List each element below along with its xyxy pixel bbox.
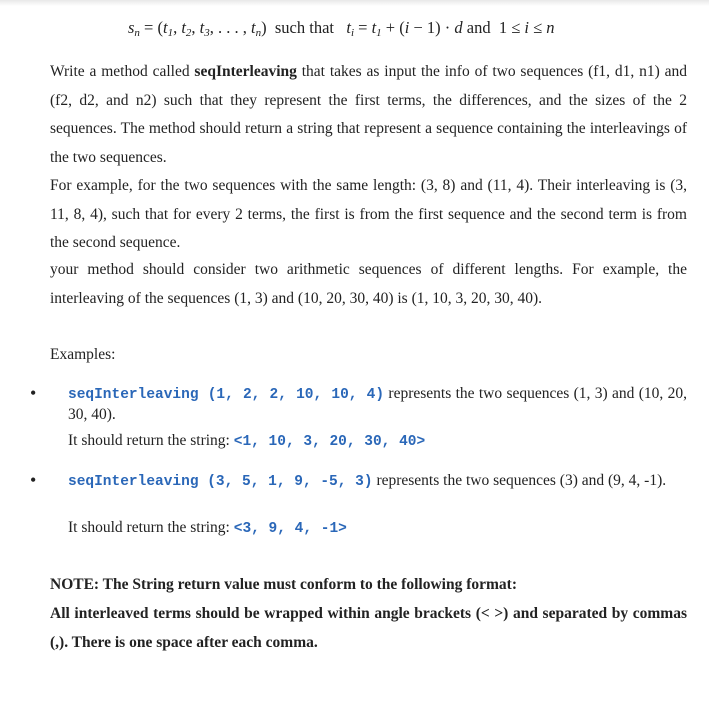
different-length-note: your method should consider two arithmetic sequences of different lengths. For example, the interleaving of the sequences (1, 3) and (10, 20, 30, 40) is (1, 10, 3, 20, 30, 40). [50,261,687,307]
example-call: seqInterleaving (3, 5, 1, 9, -5, 3) [68,474,373,490]
example-item-1: seqInterleaving (1, 2, 2, 10, 10, 4) represents the two sequences (1, 3) and (10, 20, 30, 40). [68,385,687,423]
example-item-2: seqInterleaving (3, 5, 1, 9, -5, 3) represents the two sequences (3) and (9, 4, -1). [68,472,667,490]
return-value: <3, 9, 4, -1> [233,521,347,537]
sequence-formula: $s_n = (t_1$, $t_2$, $t_3$, . . . , $t_n$) such that $t_i = t_1 + (i - 1) \cdot d$ and 1 ≤ i ≤ n [128,18,555,39]
method-name: seqInterleaving [194,63,297,80]
example-return-1: It should return the string: <1, 10, 3, 20, 30, 40> [68,432,426,450]
format-note-body: All interleaved terms should be wrapped within angle brackets (< >) and separated by commas (,). There is one space after each comma. [50,605,687,651]
examples-heading: Examples: [50,346,116,363]
example-return-2: It should return the string: <3, 9, 4, -1> [68,519,347,537]
bullet-2: • [30,470,37,490]
return-value: <1, 10, 3, 20, 30, 40> [233,434,426,450]
example-call: seqInterleaving (1, 2, 2, 10, 10, 4) [68,387,385,403]
format-note-title: NOTE: The String return value must conform to the following format: [50,576,517,593]
bullet-1: • [30,383,37,403]
problem-description: Write a method called seqInterleaving that takes as input the info of two sequences (f1, d1, n1) and (f2, d2, and n2) such that they represent the first terms, the differences, and the sizes of the 2 sequences. The method should return a string that represent a sequence containing the interleavings of the two sequences. [50,63,687,166]
page-top-edge [0,0,709,6]
equal-length-example: For example, for the two sequences with the same length: (3, 8) and (11, 4). Their interleaving is (3, 11, 8, 4), such that for every 2 terms, the first is from the first sequence and the second term is from the second sequence. [50,177,687,251]
